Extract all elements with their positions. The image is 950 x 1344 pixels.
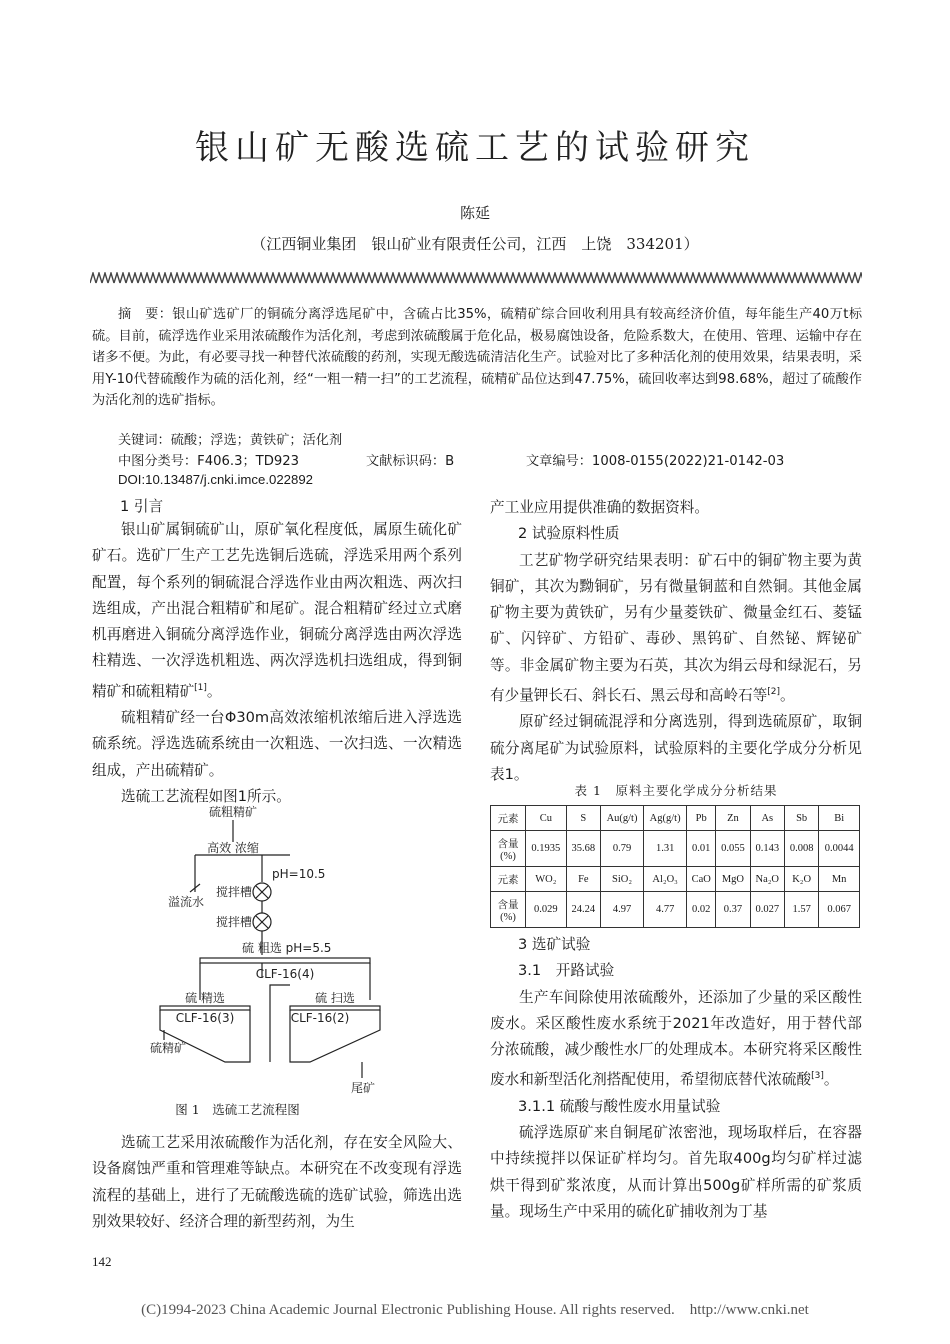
page-number: 142 xyxy=(92,1254,112,1269)
fig-label-tank2: 搅拌槽 xyxy=(216,915,253,929)
table-cell: 0.0044 xyxy=(819,831,860,867)
paragraph: 生产车间除使用浓硫酸外，还添加了少量的采区酸性废水。采区酸性废水系统于2021年改造好，用于替代部分浓硫酸，减少酸性水厂的处理成本。本研究将采区酸性废水和新型活化剂搭配使用，希望彻底替代浓硫酸[3]。 xyxy=(490,988,862,1089)
table-cell: As xyxy=(750,806,784,831)
section-3-heading: 3 选矿试验 xyxy=(518,936,591,953)
subsection-3-1-heading: 3.1 开路试验 xyxy=(518,962,615,980)
article-number: 文章编号：1008-0155(2022)21-0142-03 xyxy=(526,454,785,469)
author: 陈延 xyxy=(459,204,490,222)
paragraph: 选硫工艺采用浓硫酸作为活化剂，存在安全风险大、设备腐蚀严重和管理难等缺点。本研究在不改变现有浮选流程的基础上，进行了无硫酸选硫的选矿试验，筛选出选别效果较好、经济合理的新型药剂，为生 xyxy=(92,1134,462,1230)
table-cell: 0.37 xyxy=(716,892,750,928)
right-column-top xyxy=(490,495,862,788)
paragraph: 银山矿属铜硫矿山，原矿氧化程度低，属原生硫化矿矿石。选矿厂生产工艺先选铜后选硫，浮选采用两个系列配置，每个系列的铜硫混合浮选作业由两次粗选、两次扫选组成，产出混合粗精矿和尾矿。混合粗精矿经过立式磨机再磨进入铜硫分离浮选作业，铜硫分离浮选由两次浮选柱精选、一次浮选机粗选、两次浮选机扫选组成，得到铜精矿和硫粗精矿[1]。 xyxy=(92,521,462,700)
table-cell: MgO xyxy=(716,867,750,892)
table-cell: 元素 xyxy=(491,806,526,831)
table-cell: WO₂ xyxy=(526,867,567,892)
table-cell: Mn xyxy=(819,867,860,892)
table-1 xyxy=(490,805,860,928)
table-cell: Pb xyxy=(687,806,716,831)
table-cell: 0.029 xyxy=(526,892,567,928)
fig-label-tailings: 尾矿 xyxy=(351,1081,376,1095)
table-row xyxy=(491,867,860,892)
table-cell: 0.027 xyxy=(750,892,784,928)
table-cell: 0.79 xyxy=(600,831,643,867)
table-cell: 0.143 xyxy=(750,831,784,867)
table-cell: 含量(%) xyxy=(491,831,526,867)
paragraph: 原矿经过铜硫混浮和分离选别，得到选硫原矿，取铜硫分离尾矿为试验原料，试验原料的主要化学成分分析见表1。 xyxy=(490,713,862,783)
table-cell: Ag(g/t) xyxy=(644,806,687,831)
table-row xyxy=(491,806,860,831)
table-cell: Cu xyxy=(526,806,567,831)
table-cell: 1.31 xyxy=(644,831,687,867)
table-cell: Bi xyxy=(819,806,860,831)
paragraph: 选硫工艺流程如图1所示。 xyxy=(121,787,291,805)
section-2-heading: 2 试验原料性质 xyxy=(518,525,620,543)
abstract-label: 摘 要： xyxy=(118,307,173,322)
table-cell: Zn xyxy=(716,806,750,831)
affiliation: （江西铜业集团 银山矿业有限责任公司，江西 上饶 334201） xyxy=(251,235,699,253)
fig-label-feed: 硫粗精矿 xyxy=(208,805,258,819)
figure-1-flowchart xyxy=(150,800,390,1100)
fig-label-scavenger: 硫 扫选 xyxy=(315,991,355,1005)
section-3 xyxy=(490,932,862,1225)
table-cell: CaO xyxy=(687,867,716,892)
table-cell: SiO₂ xyxy=(600,867,643,892)
subsection-3-1-1-heading: 3.1.1 硫酸与酸性废水用量试验 xyxy=(518,1097,721,1115)
figure-1-caption: 图 1 选硫工艺流程图 xyxy=(175,1102,300,1117)
table-cell: Sb xyxy=(784,806,818,831)
table-cell: S xyxy=(566,806,600,831)
paragraph: 工艺矿物学研究结果表明：矿石中的铜矿物主要为黄铜矿，其次为黝铜矿，另有微量铜蓝和自然铜。其他金属矿物主要为黄铁矿，另有少量菱铁矿、微量金红石、菱锰矿、闪锌矿、方铅矿、毒砂、黑钨矿、自然铋、辉铋矿等。非金属矿物主要为石英，其次为绢云母和绿泥石，另有少量钾长石、斜长石、黑云母和高岭石等[2]。 xyxy=(490,551,862,704)
table-cell: 0.067 xyxy=(819,892,860,928)
table-cell: 0.055 xyxy=(716,831,750,867)
table-row xyxy=(491,892,860,928)
fig-label-overflow: 溢流水 xyxy=(168,895,205,909)
table-cell: 元素 xyxy=(491,867,526,892)
table-cell: 24.24 xyxy=(566,892,600,928)
section-1-body-cont xyxy=(92,1130,462,1235)
table-cell: 1.57 xyxy=(784,892,818,928)
table-cell: 含量(%) xyxy=(491,892,526,928)
doi: DOI:10.13487/j.cnki.imce.022892 xyxy=(118,472,313,487)
fig-label-ph1: pH=10.5 xyxy=(272,867,326,881)
paragraph: 硫粗精矿经一台Φ30m高效浓缩机浓缩后进入浮选选硫系统。浮选选硫系统由一次粗选、一次扫选、一次精选组成，产出硫精矿。 xyxy=(92,708,462,779)
paragraph-continuation: 产工业应用提供准确的数据资料。 xyxy=(490,499,709,516)
table-cell: 0.008 xyxy=(784,831,818,867)
abstract-text: 银山矿选矿厂的铜硫分离浮选尾矿中，含硫占比35%，硫精矿综合回收利用具有较高经济价值，每年能生产40万t标硫。目前，硫浮选作业采用浓硫酸作为活化剂，考虑到浓硫酸属于危化品，极易腐蚀设备，危险系数大，在使用、管理、运输中存在诸多不便。为此，有必要寻找一种替代浓硫酸的药剂，实现无酸选硫清洁化生产。试验对比了多种活化剂的使用效果，结果表明，采用Y-10代替硫酸作为硫的活化剂，经“一粗一精一扫”的工艺流程，硫精矿品位达到47.75%，硫回收率达到98.68%，超过了硫酸作为活化剂的选矿指标。 xyxy=(92,307,863,408)
table-cell: Au(g/t) xyxy=(600,806,643,831)
paper-title: 银山矿无酸选硫工艺的试验研究 xyxy=(195,128,755,168)
table-cell: Al₂O₃ xyxy=(644,867,687,892)
paragraph: 硫浮选原矿来自铜尾矿浓密池，现场取样后，在容器中持续搅拌以保证矿样均匀。首先取400g均匀矿样过滤烘干得到矿浆浓度，从而计算出500g矿样所需的矿浆质量。现场生产中采用的硫化矿捕收剂为丁基 xyxy=(490,1123,862,1220)
table-cell: 4.97 xyxy=(600,892,643,928)
table-cell: 35.68 xyxy=(566,831,600,867)
table-cell: 4.77 xyxy=(644,892,687,928)
fig-label-rougher: 硫 粗选 pH=5.5 xyxy=(242,941,332,955)
abstract xyxy=(92,304,862,412)
table-cell: K₂O xyxy=(784,867,818,892)
table-cell: 0.02 xyxy=(687,892,716,928)
fig-label-clf4: CLF-16(4) xyxy=(255,967,315,981)
fig-label-tank1: 搅拌槽 xyxy=(216,885,253,899)
table-cell: Na₂O xyxy=(750,867,784,892)
keywords: 关键词：硫酸；浮选；黄铁矿；活化剂 xyxy=(118,433,343,448)
table-1-caption: 表 1 原料主要化学成分分析结果 xyxy=(574,783,778,798)
fig-label-clf2: CLF-16(2) xyxy=(290,1011,350,1025)
document-code: 文献标识码：B xyxy=(366,454,455,469)
section-1-heading: 1 引言 xyxy=(120,498,164,515)
wavy-divider xyxy=(90,272,862,284)
table-row xyxy=(491,831,860,867)
fig-label-thickener: 高效 浓缩 xyxy=(207,841,259,855)
table-cell: Fe xyxy=(566,867,600,892)
table-cell: 0.1935 xyxy=(526,831,567,867)
fig-label-cleaner: 硫 精选 xyxy=(185,991,225,1005)
table-cell: 0.01 xyxy=(687,831,716,867)
fig-label-concentrate: 硫精矿 xyxy=(150,1041,187,1055)
clc-number: 中图分类号：F406.3；TD923 xyxy=(118,454,300,469)
fig-label-clf3: CLF-16(3) xyxy=(175,1011,235,1025)
section-1-body xyxy=(92,517,462,810)
copyright-footer: (C)1994-2023 China Academic Journal Electronic Publishing House. All rights reserved. http://www.cnki.net xyxy=(141,1302,809,1318)
